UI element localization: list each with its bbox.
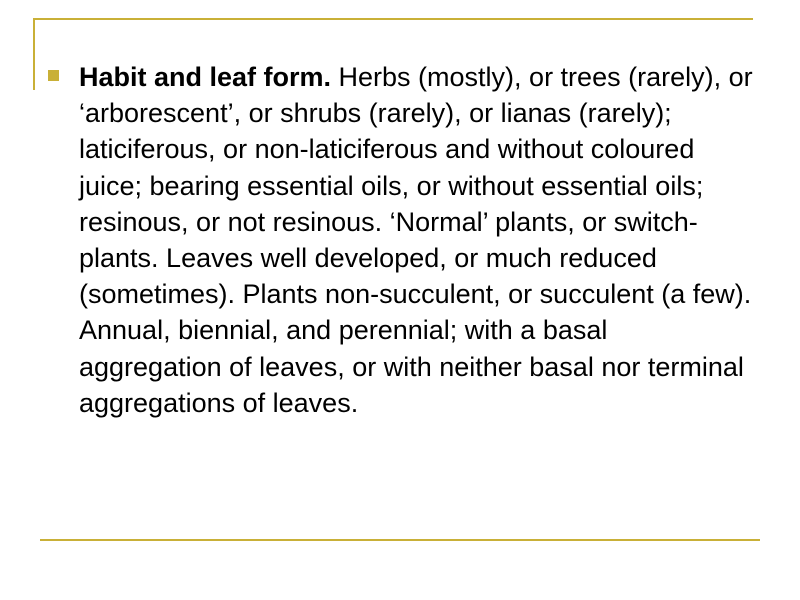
bullet-paragraph (79, 59, 754, 421)
bullet-body-text: Herbs (mostly), or trees (rarely), or ‘arborescent’, or shrubs (rarely), or lianas (rarely); laticiferous, or non-laticiferous and without coloured juice; bearing essential oils, or without essential oils; resinous, or not resinous. ‘Normal’ plants, or switch-plants. Leaves well developed, or much reduced (sometimes). Plants non-succulent, or succulent (a few). Annual, biennial, and perennial; with a basal aggregation of leaves, or with neither basal nor terminal aggregations of leaves. (79, 62, 753, 418)
frame-bottom-line (40, 539, 760, 541)
slide-content (48, 59, 758, 421)
bullet-item (48, 59, 758, 421)
bullet-heading: Habit and leaf form. (79, 62, 332, 92)
bullet-square-icon (48, 70, 59, 81)
frame-top-line (33, 18, 753, 20)
frame-left-line (33, 18, 35, 90)
